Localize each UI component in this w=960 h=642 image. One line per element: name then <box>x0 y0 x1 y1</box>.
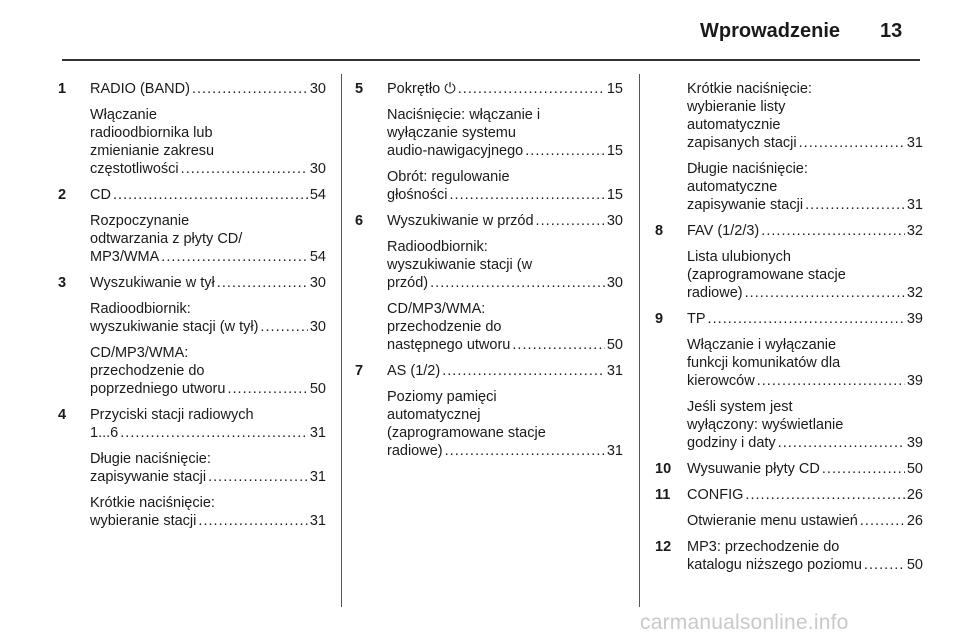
page-reference: 50 <box>906 557 923 573</box>
line-text: zapisywanie stacji <box>687 197 804 213</box>
page-reference: 31 <box>606 363 623 379</box>
description-line: Długie naciśnięcie: <box>90 451 211 467</box>
dot-leader <box>192 80 308 98</box>
entry-description <box>90 106 326 178</box>
line-text: 1...6 <box>90 425 119 441</box>
item-number: 7 <box>355 363 364 379</box>
page-reference: 31 <box>606 443 623 459</box>
description-line <box>687 556 923 574</box>
description-line: automatycznie <box>687 117 781 133</box>
description-line <box>90 186 326 204</box>
legend-entry <box>355 80 623 204</box>
legend-entry <box>655 310 923 452</box>
description-line <box>687 486 923 504</box>
description-line: MP3: przechodzenie do <box>687 539 840 555</box>
description-line <box>687 222 923 240</box>
line-text: Pokrętło ⏻ <box>387 81 456 97</box>
description-line: Radioodbiornik: <box>90 301 191 317</box>
line-text: Otwieranie menu ustawień <box>687 513 858 529</box>
description-line: Włączanie i wyłączanie <box>687 337 837 353</box>
line-text: RADIO (BAND) <box>90 81 190 97</box>
dot-leader <box>745 284 905 302</box>
legend-entry <box>355 362 623 460</box>
description-line: automatyczne <box>687 179 778 195</box>
description-line: Obrót: regulowanie <box>387 169 510 185</box>
page-reference: 30 <box>309 161 326 177</box>
page-reference: 39 <box>906 311 923 327</box>
page-reference: 32 <box>906 223 923 239</box>
page-reference: 15 <box>606 143 623 159</box>
description-line: wyszukiwanie stacji (w <box>387 257 533 273</box>
description-line: Włączanie <box>90 107 157 123</box>
line-text: kierowców <box>687 373 755 389</box>
legend-entry <box>655 460 923 478</box>
line-text: CONFIG <box>687 487 744 503</box>
line-text: Wysuwanie płyty CD <box>687 461 820 477</box>
description-line <box>387 362 623 380</box>
dot-leader <box>217 274 308 292</box>
description-line <box>90 160 326 178</box>
dot-leader <box>227 380 307 398</box>
dot-leader <box>442 362 605 380</box>
description-line: (zaprogramowane stacje <box>387 425 546 441</box>
page-reference: 54 <box>309 249 326 265</box>
page-reference: 30 <box>309 275 326 291</box>
entry-description <box>687 80 923 152</box>
description-line: automatycznej <box>387 407 481 423</box>
entry-description <box>687 398 923 452</box>
legend-column-2 <box>355 80 623 460</box>
description-line <box>387 336 623 354</box>
description-line <box>687 460 923 478</box>
page-reference: 39 <box>906 373 923 389</box>
page-reference: 31 <box>906 135 923 151</box>
description-line <box>687 310 923 328</box>
description-line <box>687 512 923 530</box>
page-reference: 15 <box>606 81 623 97</box>
page-reference: 50 <box>606 337 623 353</box>
description-line: Krótkie naciśnięcie: <box>90 495 215 511</box>
legend-entry <box>58 274 326 398</box>
item-number: 11 <box>655 487 671 503</box>
legend-entry <box>655 538 923 574</box>
entry-description <box>687 486 923 504</box>
entry-description <box>687 310 923 328</box>
description-line <box>90 80 326 98</box>
description-line: CD/MP3/WMA: <box>387 301 486 317</box>
dot-leader <box>864 556 905 574</box>
page-reference: 31 <box>309 425 326 441</box>
description-line <box>687 434 923 452</box>
line-text: następnego utworu <box>387 337 511 353</box>
line-text: Wyszukiwanie w przód <box>387 213 534 229</box>
dot-leader <box>525 142 605 160</box>
dot-leader <box>799 134 905 152</box>
line-text: TP <box>687 311 706 327</box>
dot-leader <box>113 186 308 204</box>
entry-description <box>90 406 326 442</box>
line-text: częstotliwości <box>90 161 179 177</box>
entry-description <box>687 512 923 530</box>
legend-entry <box>58 186 326 266</box>
entry-description <box>387 388 623 460</box>
page-reference: 32 <box>906 285 923 301</box>
legend-entry <box>355 212 623 354</box>
line-text: przód) <box>387 275 429 291</box>
dot-leader <box>181 160 308 178</box>
description-line: radioodbiornika lub <box>90 125 213 141</box>
line-text: FAV (1/2/3) <box>687 223 760 239</box>
page-reference: 54 <box>309 187 326 203</box>
description-line <box>90 424 326 442</box>
description-line <box>687 284 923 302</box>
page-reference: 50 <box>309 381 326 397</box>
line-text: radiowe) <box>687 285 743 301</box>
entry-description <box>90 186 326 204</box>
item-number: 12 <box>655 539 672 555</box>
entry-description <box>387 80 623 98</box>
dot-leader <box>208 468 308 486</box>
description-line <box>387 212 623 230</box>
entry-description <box>387 362 623 380</box>
legend-column-1 <box>58 80 326 530</box>
dot-leader <box>860 512 905 530</box>
dot-leader <box>458 80 605 98</box>
description-line <box>687 196 923 214</box>
page-number: 13 <box>880 20 903 42</box>
legend-entry <box>58 80 326 178</box>
entry-description <box>90 450 326 486</box>
dot-leader <box>536 212 605 230</box>
entry-description <box>387 238 623 292</box>
column-divider <box>639 74 640 607</box>
description-line: Jeśli system jest <box>687 399 793 415</box>
item-number: 8 <box>655 223 664 239</box>
dot-leader <box>430 274 605 292</box>
description-line: CD/MP3/WMA: <box>90 345 189 361</box>
entry-description <box>90 344 326 398</box>
legend-column-3 <box>655 80 923 574</box>
line-text: katalogu niższego poziomu <box>687 557 862 573</box>
page-reference: 26 <box>906 487 923 503</box>
page-reference: 26 <box>906 513 923 529</box>
description-line: Rozpoczynanie <box>90 213 190 229</box>
line-text: wybieranie stacji <box>90 513 197 529</box>
description-line: odtwarzania z płyty CD/ <box>90 231 243 247</box>
entry-description <box>387 168 623 204</box>
column-divider <box>341 74 342 607</box>
dot-leader <box>708 310 905 328</box>
dot-leader <box>260 318 307 336</box>
line-text: audio-nawigacyjnego <box>387 143 524 159</box>
description-line: Poziomy pamięci <box>387 389 497 405</box>
description-line <box>90 380 326 398</box>
description-line <box>90 318 326 336</box>
description-line: Radioodbiornik: <box>387 239 488 255</box>
item-number: 9 <box>655 311 664 327</box>
description-line: Naciśnięcie: włączanie i <box>387 107 541 123</box>
entry-description <box>90 274 326 292</box>
page-reference: 30 <box>309 319 326 335</box>
description-line: funkcji komunikatów dla <box>687 355 841 371</box>
description-line: zmienianie zakresu <box>90 143 215 159</box>
dot-leader <box>778 434 905 452</box>
line-text: zapisywanie stacji <box>90 469 207 485</box>
description-line: wyłączony: wyświetlanie <box>687 417 844 433</box>
legend-entry <box>655 222 923 302</box>
page-reference: 15 <box>606 187 623 203</box>
item-number: 6 <box>355 213 364 229</box>
description-line <box>387 186 623 204</box>
description-line <box>387 442 623 460</box>
description-line: wyłączanie systemu <box>387 125 516 141</box>
dot-leader <box>198 512 307 530</box>
description-line: Przyciski stacji radiowych <box>90 407 254 423</box>
item-number: 10 <box>655 461 672 477</box>
description-line <box>387 142 623 160</box>
page-reference: 30 <box>606 213 623 229</box>
description-line <box>387 274 623 292</box>
page-reference: 39 <box>906 435 923 451</box>
line-text: Wyszukiwanie w tył <box>90 275 215 291</box>
line-text: wyszukiwanie stacji (w tył) <box>90 319 259 335</box>
description-line <box>387 80 623 98</box>
description-line: przechodzenie do <box>90 363 205 379</box>
dot-leader <box>805 196 905 214</box>
entry-description <box>687 222 923 240</box>
header-title: Wprowadzenie <box>700 20 841 42</box>
line-text: AS (1/2) <box>387 363 441 379</box>
page-reference: 30 <box>309 81 326 97</box>
page-reference: 31 <box>906 197 923 213</box>
description-line <box>90 468 326 486</box>
description-line <box>90 248 326 266</box>
description-line: Krótkie naciśnięcie: <box>687 81 812 97</box>
line-text: CD <box>90 187 111 203</box>
line-text: godziny i daty <box>687 435 776 451</box>
item-number: 5 <box>355 81 364 97</box>
description-line: Lista ulubionych <box>687 249 791 265</box>
dot-leader <box>161 248 308 266</box>
item-number: 2 <box>58 187 67 203</box>
entry-description <box>90 494 326 530</box>
dot-leader <box>120 424 308 442</box>
dot-leader <box>512 336 605 354</box>
entry-description <box>387 212 623 230</box>
line-text: radiowe) <box>387 443 443 459</box>
line-text: głośności <box>387 187 448 203</box>
line-text: zapisanych stacji <box>687 135 797 151</box>
page-reference: 30 <box>606 275 623 291</box>
dot-leader <box>445 442 605 460</box>
description-line <box>90 274 326 292</box>
legend-entry <box>655 486 923 530</box>
entry-description <box>687 538 923 574</box>
entry-description <box>387 300 623 354</box>
page-reference: 31 <box>309 469 326 485</box>
dot-leader <box>745 486 904 504</box>
description-line: Długie naciśnięcie: <box>687 161 808 177</box>
page-reference: 31 <box>309 513 326 529</box>
line-text: MP3/WMA <box>90 249 160 265</box>
entry-description <box>687 336 923 390</box>
watermark: carmanualsonline.info <box>640 611 849 634</box>
page-reference: 50 <box>906 461 923 477</box>
dot-leader <box>761 222 905 240</box>
entry-description <box>687 460 923 478</box>
entry-description <box>687 248 923 302</box>
item-number: 4 <box>58 407 67 423</box>
description-line: przechodzenie do <box>387 319 502 335</box>
dot-leader <box>449 186 604 204</box>
dot-leader <box>757 372 905 390</box>
item-number: 1 <box>58 81 67 97</box>
dot-leader <box>822 460 905 478</box>
description-line <box>687 134 923 152</box>
entry-description <box>90 300 326 336</box>
legend-entry <box>655 80 923 214</box>
entry-description <box>387 106 623 160</box>
legend-entry <box>58 406 326 530</box>
header-divider <box>62 59 920 61</box>
item-number: 3 <box>58 275 67 291</box>
description-line <box>90 512 326 530</box>
entry-description <box>90 212 326 266</box>
line-text: poprzedniego utworu <box>90 381 226 397</box>
entry-description <box>90 80 326 98</box>
entry-description <box>687 160 923 214</box>
description-line <box>687 372 923 390</box>
description-line: (zaprogramowane stacje <box>687 267 846 283</box>
description-line: wybieranie listy <box>687 99 786 115</box>
